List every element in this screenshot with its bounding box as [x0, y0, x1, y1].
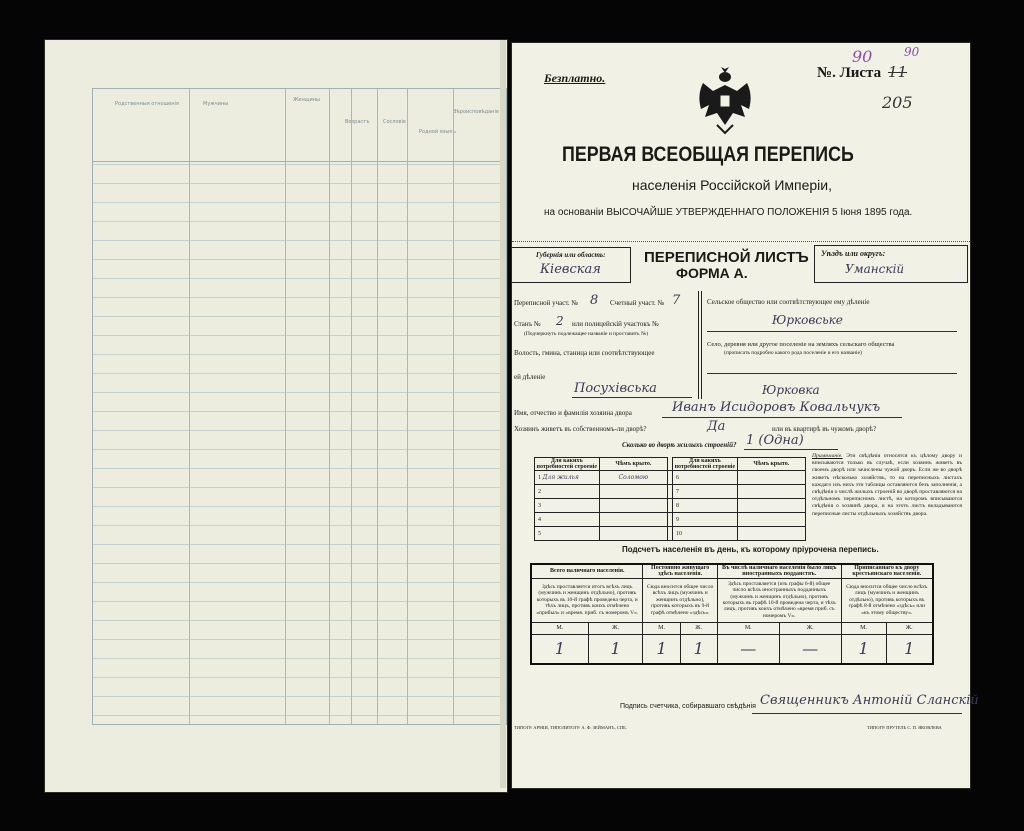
signature-value: Священникъ Антоній Сланскій: [760, 693, 979, 708]
buildings-row: 4 9: [535, 513, 806, 527]
counting-district-label: Счетный участ. №: [610, 299, 665, 307]
left-header-6: Родной языкъ: [419, 129, 456, 135]
left-header-7: Вѣроисповѣданіе: [453, 109, 499, 115]
buildings-row: 2 7: [535, 485, 806, 499]
summary-table: Всего наличнаго населенія. Постоянно живущаго здѣсь населенія. Въ числѣ наличнаго населенія было лицъ иностранныхъ подданствъ. Приписаннаго къ двору крестьянскаго населенія. Здѣсь проставляется итогъ всѣхъ лицъ (мужчинъ и женщинъ отдѣльно), противъ которыхъ въ 10-й графѣ проведена черта, и тѣхъ лицъ, противъ коихъ отмѣчено «прибыл» и «время. приб. съ номеромъ V». Сюда вносится общее число всѣхъ лицъ (мужчинъ и женщинъ отдѣльно), противъ которыхъ въ 9-й графѣ отмѣчено «здѣсь». Здѣсь проставляется (изъ графы 6-й) общее число всѣхъ иностранныхъ подданныхъ (мужчинъ и женщинъ отдѣльно), противъ которыхъ въ графѣ 10-й проведена черта, и тѣхъ лицъ, противъ коихъ отмѣчено «время приб. съ номеромъ V». Сюда вносится общее число всѣхъ лицъ (мужчинъ и женщинъ отдѣльно), противъ которыхъ въ графѣ 8-й отмѣчено «здѣсь» или «къ этому обществу». М. Ж. М. Ж. М. Ж. М. Ж. 1 1 1 1 — — 1 1: [530, 563, 934, 665]
sheet-number-label: №. Листа: [817, 65, 882, 81]
buildings-label: Сколько во дворѣ жилыхъ строеній?: [622, 441, 737, 449]
left-page: [45, 40, 507, 792]
summary-value: 1: [588, 634, 643, 664]
census-district-label: Переписной участ. №: [514, 299, 579, 307]
buildings-value: 1 (Одна): [746, 433, 804, 448]
left-header-4: Возрастъ: [345, 119, 370, 125]
signature-label: Подпись счетчика, собиравшаго свѣдѣнія: [620, 703, 756, 710]
note-title: Примѣчаніе.: [812, 453, 843, 459]
right-page: [512, 43, 979, 788]
summary-value: —: [717, 634, 779, 664]
left-header-1: Родственныя отношенія: [115, 101, 179, 107]
summary-col4-text: Сюда вносится общее число всѣхъ лицъ (мужчинъ и женщинъ отдѣльно), противъ которыхъ въ графѣ 8-й отмѣчено «здѣсь» или «къ этому обществу».: [841, 578, 933, 622]
summary-col4-title: Приписаннаго къ двору крестьянскаго населенія.: [841, 564, 933, 578]
free-label: Безплатно.: [544, 71, 606, 85]
form-letter: ФОРМА А.: [676, 265, 748, 281]
gubernia-label: Губернія или область:: [536, 251, 606, 259]
sheet-number-hand-2: 90: [904, 45, 920, 59]
summary-values-row: [531, 634, 933, 664]
printer-left: ТИПОГР. АРМІИ, ТИПОЛИТОГР. А. Ф. ЗЕЙМАНЪ, СПБ.: [514, 725, 627, 730]
note-box: [812, 453, 962, 518]
census-title: ПЕРВАЯ ВСЕОБЩАЯ ПЕРЕПИСЬ: [562, 143, 854, 166]
summary-col1-text: Здѣсь проставляется итогъ всѣхъ лицъ (мужчинъ и женщинъ отдѣльно), противъ которыхъ въ 10-й графѣ проведена черта, и тѣхъ лицъ, противъ коихъ отмѣчено «прибыл» и «время. приб. съ номеромъ V».: [531, 578, 643, 622]
left-header-5: Сословіе: [383, 119, 406, 125]
lives-value: Да: [707, 419, 726, 434]
buildings-table: Для какихъ потребностей строеніе Чѣмъ крыто. Для какихъ потребностей строеніе Чѣмъ крыто. 1 Для жилья Соломою 6 2 7 3 8 4 9 5 10: [534, 457, 806, 541]
gubernia-value: Кіевская: [540, 262, 601, 277]
buildings-row: 3 8: [535, 499, 806, 513]
summary-value: —: [779, 634, 841, 664]
lives-label: Хозяинъ живетъ въ собственномъ-ли дворѣ?: [514, 425, 647, 433]
census-basis: на основаніи ВЫСОЧАЙШЕ УТВЕРЖДЕННАГО ПОЛОЖЕНІЯ 5 Іюня 1895 года.: [544, 207, 913, 218]
book-gutter: [500, 40, 506, 788]
summary-title: Подсчетъ населенія въ день, къ которому пріурочена перепись.: [622, 545, 879, 554]
police-label: или полицейскій участокъ №: [572, 320, 659, 328]
apartment-label: или въ квартирѣ въ чужомъ дворѣ?: [772, 425, 877, 433]
summary-col1-title: Всего наличнаго населенія.: [531, 564, 643, 578]
summary-value: 1: [886, 634, 933, 664]
gubernia-box: [512, 247, 631, 283]
volost-label-2: ей дѣленіе: [514, 373, 546, 381]
stan-value: 2: [556, 314, 564, 328]
summary-value: 1: [680, 634, 717, 664]
uezd-label: Уѣздъ или округъ:: [821, 249, 886, 258]
uezd-value: Уманскій: [845, 262, 905, 276]
community-label: Сельское общество или соотвѣтствующее ему дѣленіе: [707, 298, 870, 306]
buildings-col-use: Для какихъ потребностей строеніе: [535, 458, 600, 471]
summary-col3-title: Въ числѣ наличнаго населенія было лицъ иностранныхъ подданствъ.: [717, 564, 841, 578]
summary-col3-text: Здѣсь проставляется (изъ графы 6-й) общее число всѣхъ иностранныхъ подданныхъ (мужчинъ и женщинъ отдѣльно), противъ которыхъ въ графѣ 10-й проведена черта, и тѣхъ лицъ, противъ коихъ отмѣчено «время приб. съ номеромъ V».: [717, 578, 841, 622]
left-grid-header: [93, 89, 506, 162]
imperial-eagle-icon: [695, 65, 755, 135]
left-census-grid: [92, 88, 507, 725]
community-value: Юрковське: [772, 313, 843, 327]
buildings-row: 5 10: [535, 527, 806, 541]
summary-col2-title: Постоянно живущаго здѣсь населенія.: [643, 564, 717, 578]
owner-label: Имя, отчество и фамилія хозяина двора: [514, 409, 632, 417]
note-text: Эти свѣдѣнія относятся къ цѣлому двору и вписываются только въ случаѣ, если хозяинъ живетъ въ своемъ дворѣ или зачислены чужой дворъ. Если же во дворѣ живетъ нѣсколько хозяйствъ, то на переписныхъ листахъ каждаго изъ нихъ эти таблицы оставляются безъ заполненія, а свѣдѣнія о числѣ жилыхъ строеній во дворѣ проставляются на отдѣльномъ переписномъ листѣ, на которомъ вписываются свѣдѣнія о хозяинѣ двора, и на этотъ листъ вкладываются переписные листы отдѣльныхъ хозяйствъ двора.: [812, 453, 962, 517]
summary-value: 1: [841, 634, 886, 664]
volost-value: Посухівська: [574, 381, 657, 396]
summary-value: 1: [531, 634, 588, 664]
summary-value: 1: [643, 634, 680, 664]
form-title: ПЕРЕПИСНОЙ ЛИСТЪ: [644, 249, 809, 266]
stan-label: Станъ №: [514, 320, 541, 328]
summary-col2-text: Сюда вносится общее число всѣхъ лицъ (мужчинъ и женщинъ отдѣльно), противъ которыхъ въ 9-й графѣ отмѣчено «здѣсь».: [643, 578, 717, 622]
sheet-number-hand-3: 205: [882, 93, 913, 112]
police-hint: (Подчеркнуть подлежащее названіе и проставить №): [524, 331, 649, 337]
left-header-3: Женщины: [293, 97, 320, 103]
printer-right: ТИПОГР. ПРУТЕЛЬ С. П. ЯКОВЛЕВА: [867, 725, 942, 730]
buildings-row: 1 Для жилья Соломою 6: [535, 471, 806, 485]
volost-label: Волость, гмина, станица или соотвѣтствующее: [514, 349, 655, 357]
left-header-2: Мужчины: [203, 101, 229, 107]
sheet-number-hand-1: 90: [852, 47, 873, 66]
village-hint: (прописать подробно какого рода поселеніе и его названіе): [724, 350, 862, 356]
uezd-box: [814, 245, 968, 283]
census-subtitle: населенія Россійской Имперіи,: [632, 177, 832, 193]
census-district-value: 8: [590, 293, 599, 308]
village-value: Юрковка: [762, 383, 820, 397]
counting-district-value: 7: [672, 293, 681, 308]
sheet-number-old: 11: [888, 63, 908, 81]
village-label: Село, деревня или другое поселеніе на земляхъ сельскаго общества: [707, 341, 895, 348]
owner-value: Иванъ Исидоровъ Ковальчукъ: [672, 400, 881, 415]
buildings-col-roof: Чѣмъ крыто.: [599, 458, 667, 471]
